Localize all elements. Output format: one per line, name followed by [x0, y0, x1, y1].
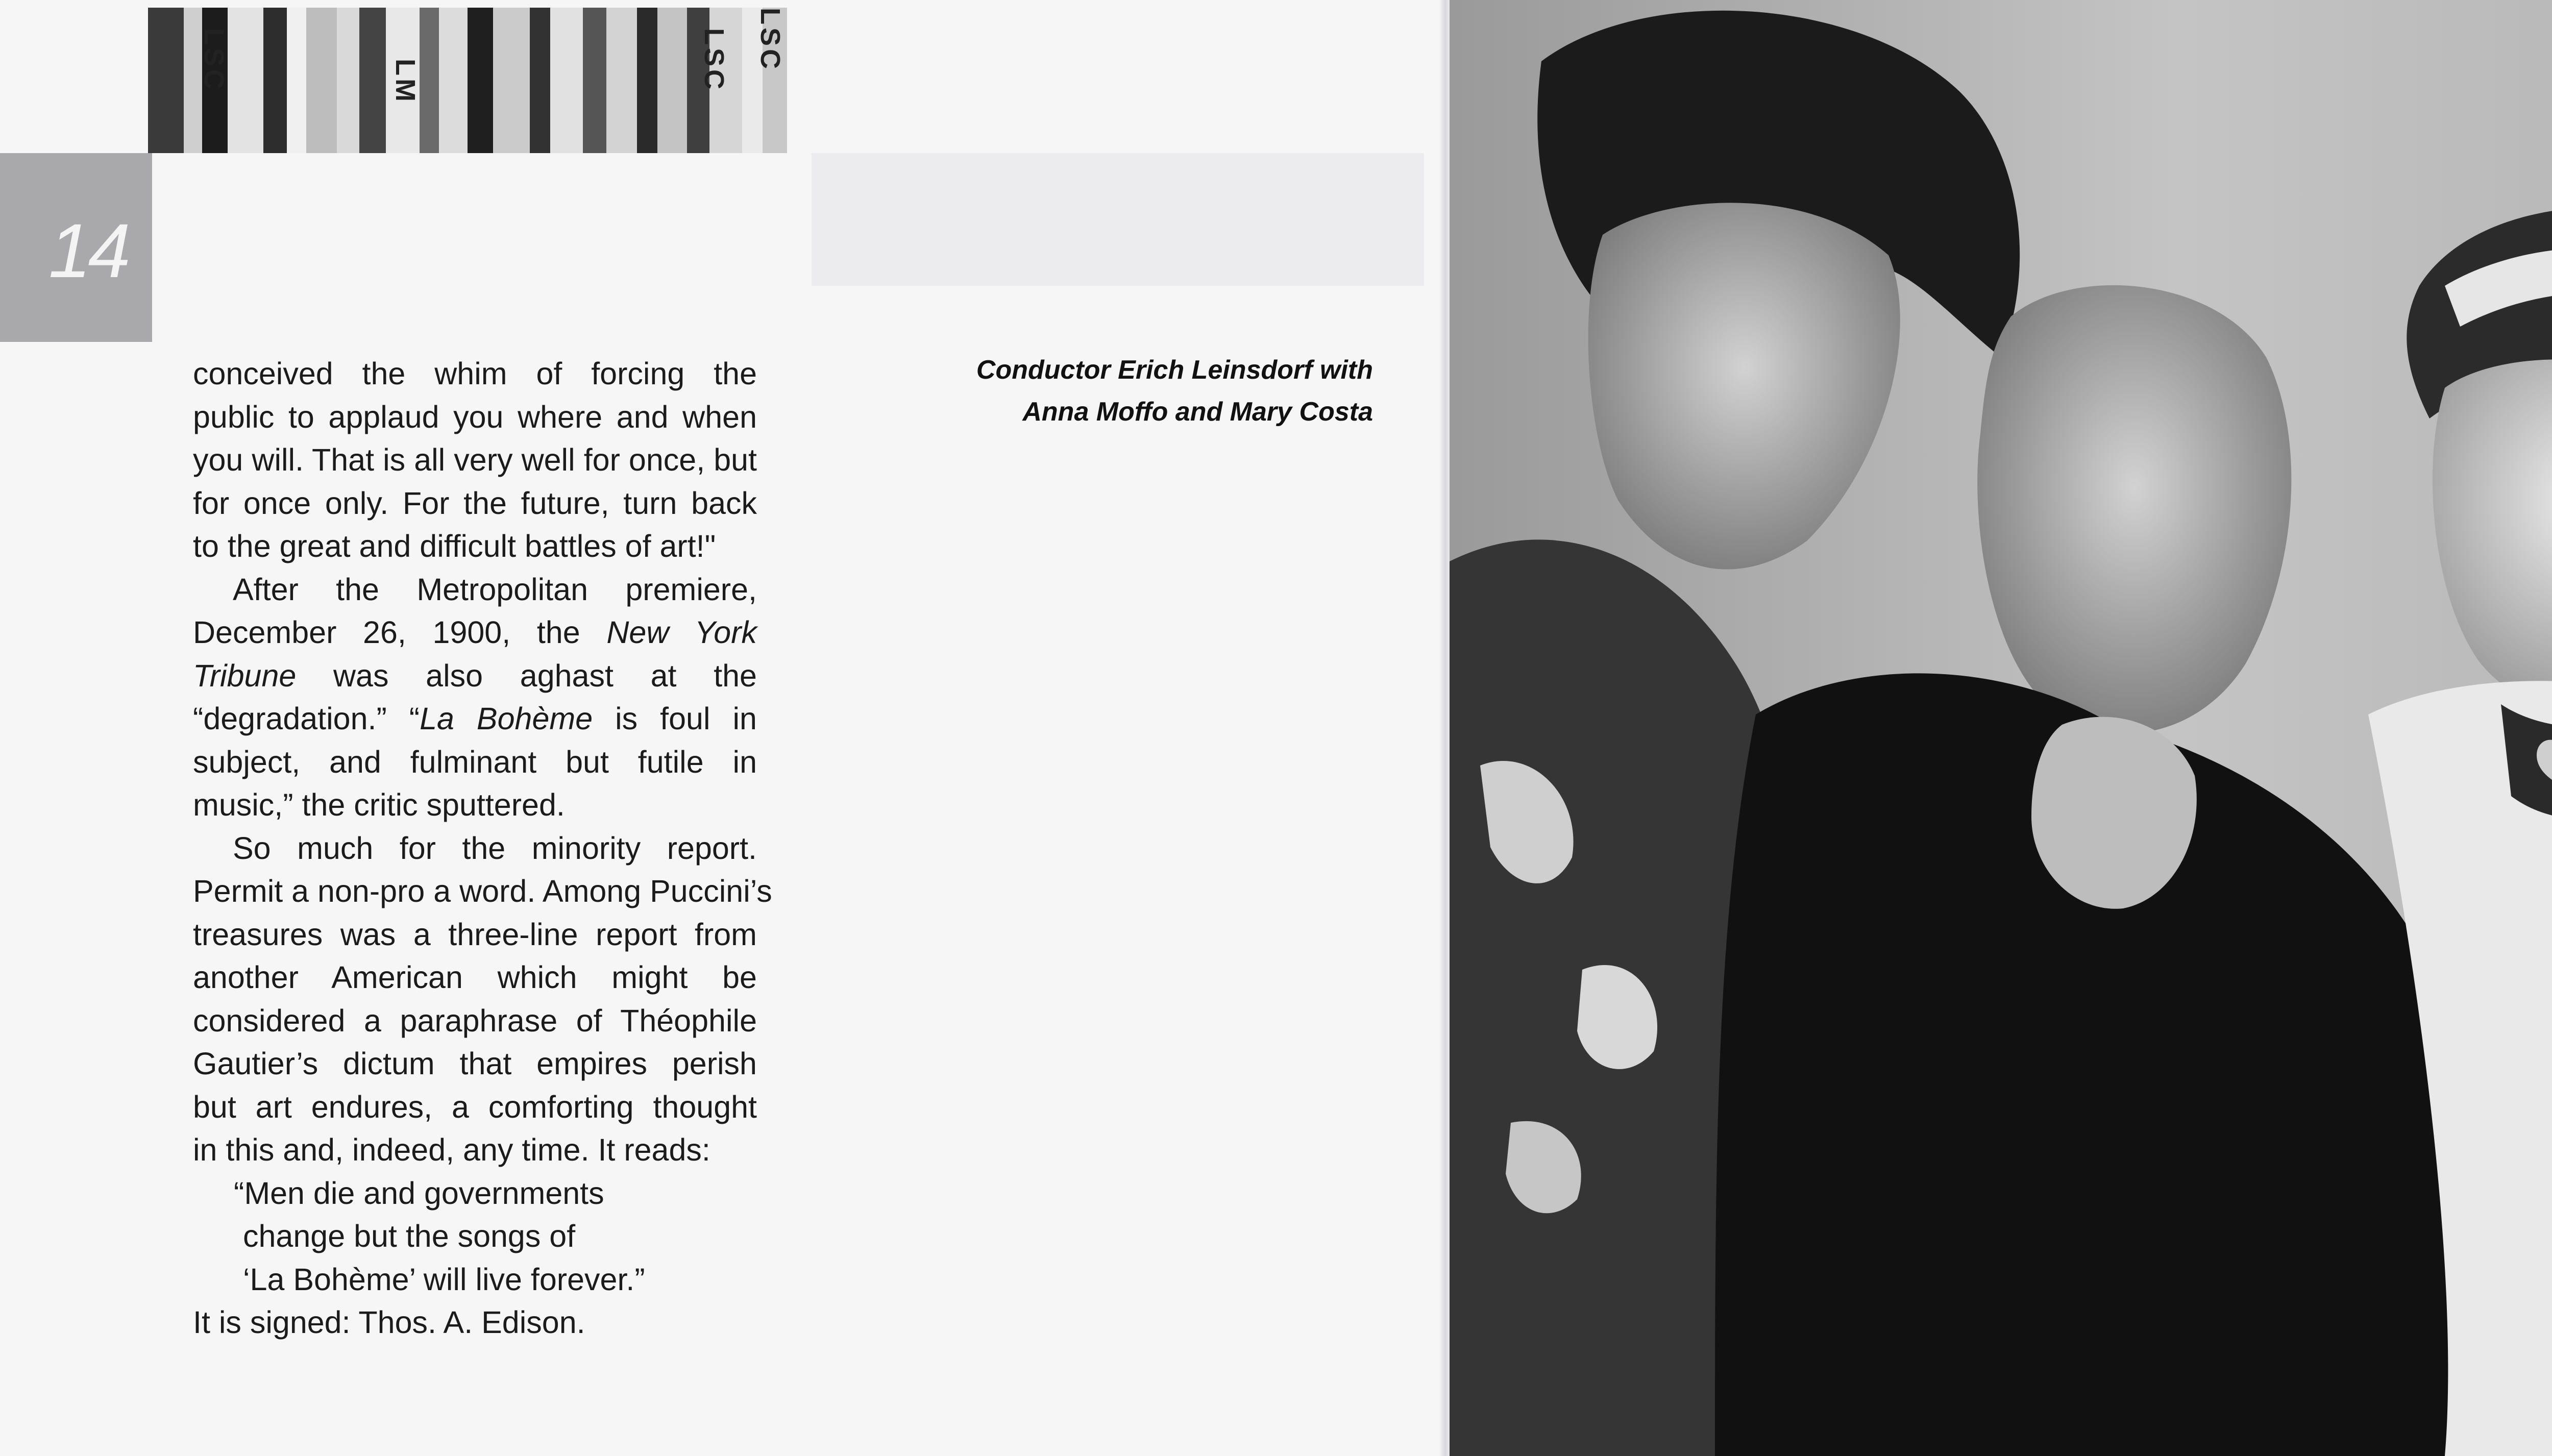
text-line [193, 697, 757, 741]
gutter [1439, 0, 1451, 1456]
photo-caption [812, 349, 1373, 433]
text-line [193, 654, 757, 698]
text-line: to the great and difficult battles of art!" [193, 529, 716, 563]
text-line: another American which might be [193, 960, 757, 995]
text-line: considered a paraphrase of Théophile [193, 1003, 757, 1038]
spine-label: LSC [755, 8, 786, 72]
italic-title: La Bohème [420, 701, 593, 736]
text-line: but art endures, a comforting thought [193, 1089, 757, 1124]
quote-line: change but the songs of [243, 1219, 576, 1253]
text-span: “degradation.” “ [193, 701, 420, 736]
text-line: treasures was a three-line report from [193, 917, 757, 952]
text-line: for once only. For the future, turn back [193, 485, 757, 521]
quote-line: ‘La Bohème’ will live forever.” [243, 1262, 645, 1297]
text-line: It is signed: Thos. A. Edison. [193, 1305, 585, 1340]
text-span: December 26, 1900, the [193, 615, 580, 650]
record-spines-photo [148, 8, 787, 153]
spine-label: LM [390, 59, 421, 105]
photo-illustration [1450, 0, 2552, 1456]
text-line: So much for the minority report. [233, 830, 757, 866]
caption-line: Conductor Erich Leinsdorf with [976, 355, 1373, 385]
text-line: conceived the whim of forcing the [193, 356, 757, 391]
caption-line: Anna Moffo and Mary Costa [1022, 397, 1373, 427]
text-line: After the Metropolitan premiere, [233, 572, 757, 607]
italic-title: New York [606, 615, 757, 650]
text-line: in this and, indeed, any time. It reads: [193, 1132, 710, 1167]
spine-label: LSC [199, 28, 229, 92]
text-line: Gautier’s dictum that empires perish [193, 1046, 757, 1081]
text-line: music,” the critic sputtered. [193, 787, 565, 822]
conductor-photo [1450, 0, 2552, 1456]
italic-title: Tribune [193, 658, 297, 693]
text-span: was also aghast at the [296, 658, 757, 693]
text-line [193, 611, 757, 654]
text-line: Permit a non-pro a word. Among Puccini’s [193, 874, 772, 908]
body-text [193, 352, 772, 1344]
page-number: 14 [48, 208, 128, 293]
text-line: public to applaud you where and when [193, 399, 757, 434]
quote-line: “Men die and governments [234, 1175, 604, 1211]
text-line: you will. That is all very well for once, but [193, 442, 757, 477]
text-line: subject, and fulminant but futile in [193, 744, 757, 779]
spine-label: LSC [699, 28, 729, 92]
text-span: is foul in [593, 701, 757, 736]
show-through-band [812, 153, 1424, 286]
